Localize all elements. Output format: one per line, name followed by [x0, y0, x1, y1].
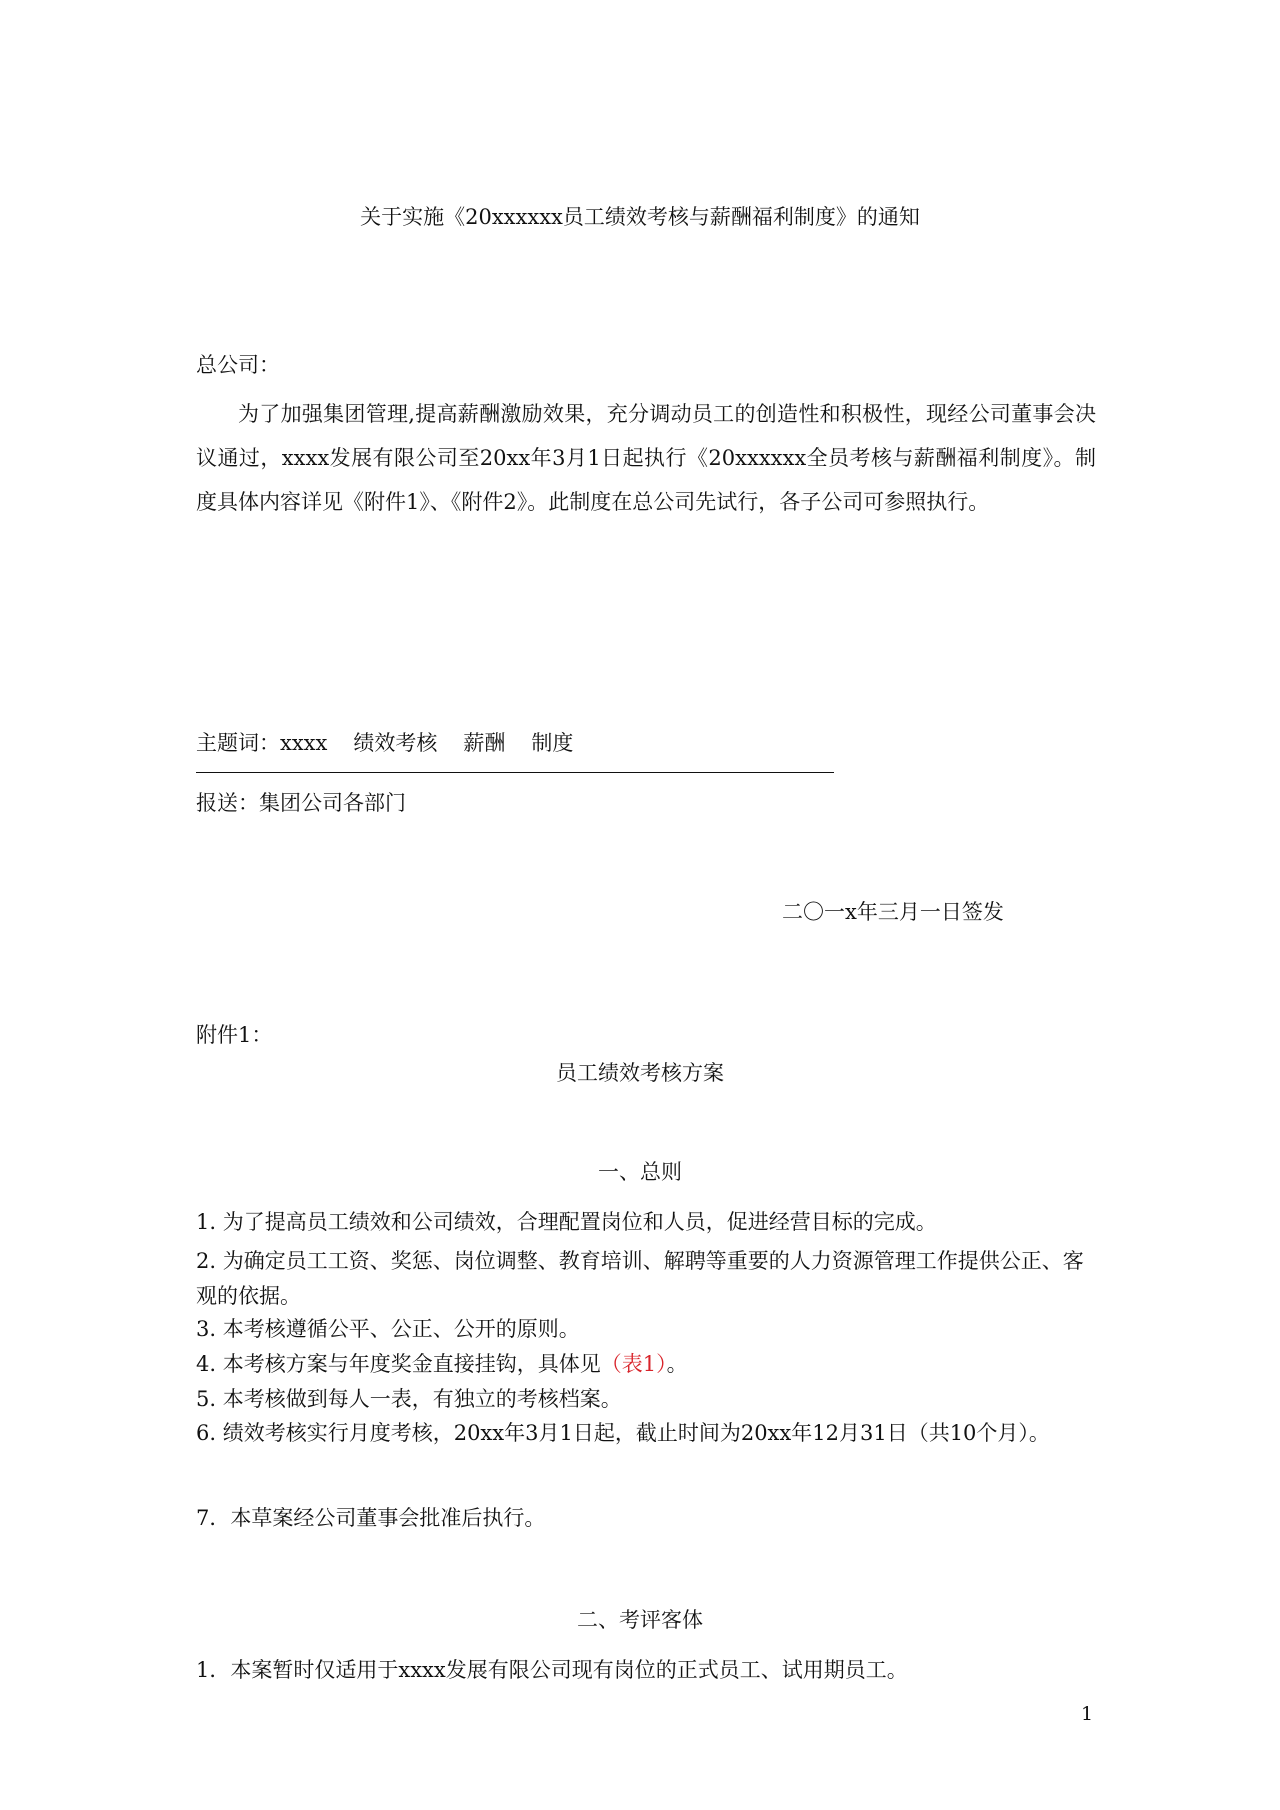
- keyword: xxxx: [280, 731, 328, 755]
- item-text: 4. 本考核方案与年度奖金直接挂钩，具体见: [196, 1352, 601, 1376]
- signed-date: 二〇一x年三月一日签发: [782, 900, 1004, 924]
- table-reference-link[interactable]: （表1）: [600, 1352, 667, 1376]
- salutation: 总公司：: [196, 353, 280, 377]
- page-number: 1: [1081, 1703, 1094, 1725]
- list-item: 1. 为了提高员工绩效和公司绩效，合理配置岗位和人员，促进经营目标的完成。: [196, 1210, 937, 1234]
- item-text: 。: [666, 1352, 688, 1376]
- keyword: 制度: [531, 731, 574, 755]
- keywords-label: 主题词：: [196, 731, 280, 755]
- list-item: 3. 本考核遵循公平、公正、公开的原则。: [196, 1317, 580, 1341]
- report-to: 报送：集团公司各部门: [196, 791, 406, 815]
- keyword: 绩效考核: [353, 731, 438, 755]
- list-item: 1．本案暂时仅适用于xxxx发展有限公司现有岗位的正式员工、试用期员工。: [196, 1658, 908, 1682]
- keyword: 薪酬: [463, 731, 506, 755]
- list-item: 7．本草案经公司董事会批准后执行。: [196, 1506, 546, 1530]
- notice-body: 为了加强集团管理,提高薪酬激励效果，充分调动员工的创造性和积极性，现经公司董事会决议通过，xxxx发展有限公司至20xx年3月1日起执行《20xxxxxx全员考核与薪酬福利制度》。制度具体内容详见《附件1》、《附件2》。此制度在总公司先试行，各子公司可参照执行。: [196, 402, 1096, 514]
- list-item: [196, 1349, 688, 1379]
- keywords-line: [196, 728, 573, 758]
- list-item: 5. 本考核做到每人一表，有独立的考核档案。: [196, 1387, 622, 1411]
- attachment-label: 附件1：: [196, 1023, 273, 1047]
- section-heading-scope: 二、考评客体: [577, 1608, 703, 1632]
- notice-title: 关于实施《20xxxxxx员工绩效考核与薪酬福利制度》的通知: [360, 205, 920, 229]
- list-item: 2. 为确定员工工资、奖惩、岗位调整、教育培训、解聘等重要的人力资源管理工作提供公正、客观的依据。: [196, 1249, 1084, 1308]
- attachment-title: 员工绩效考核方案: [556, 1061, 724, 1085]
- divider-line: [196, 772, 834, 773]
- list-item: 6. 绩效考核实行月度考核，20xx年3月1日起，截止时间为20xx年12月31日（共10个月）。: [196, 1421, 1050, 1445]
- section-heading-general: 一、总则: [598, 1160, 682, 1184]
